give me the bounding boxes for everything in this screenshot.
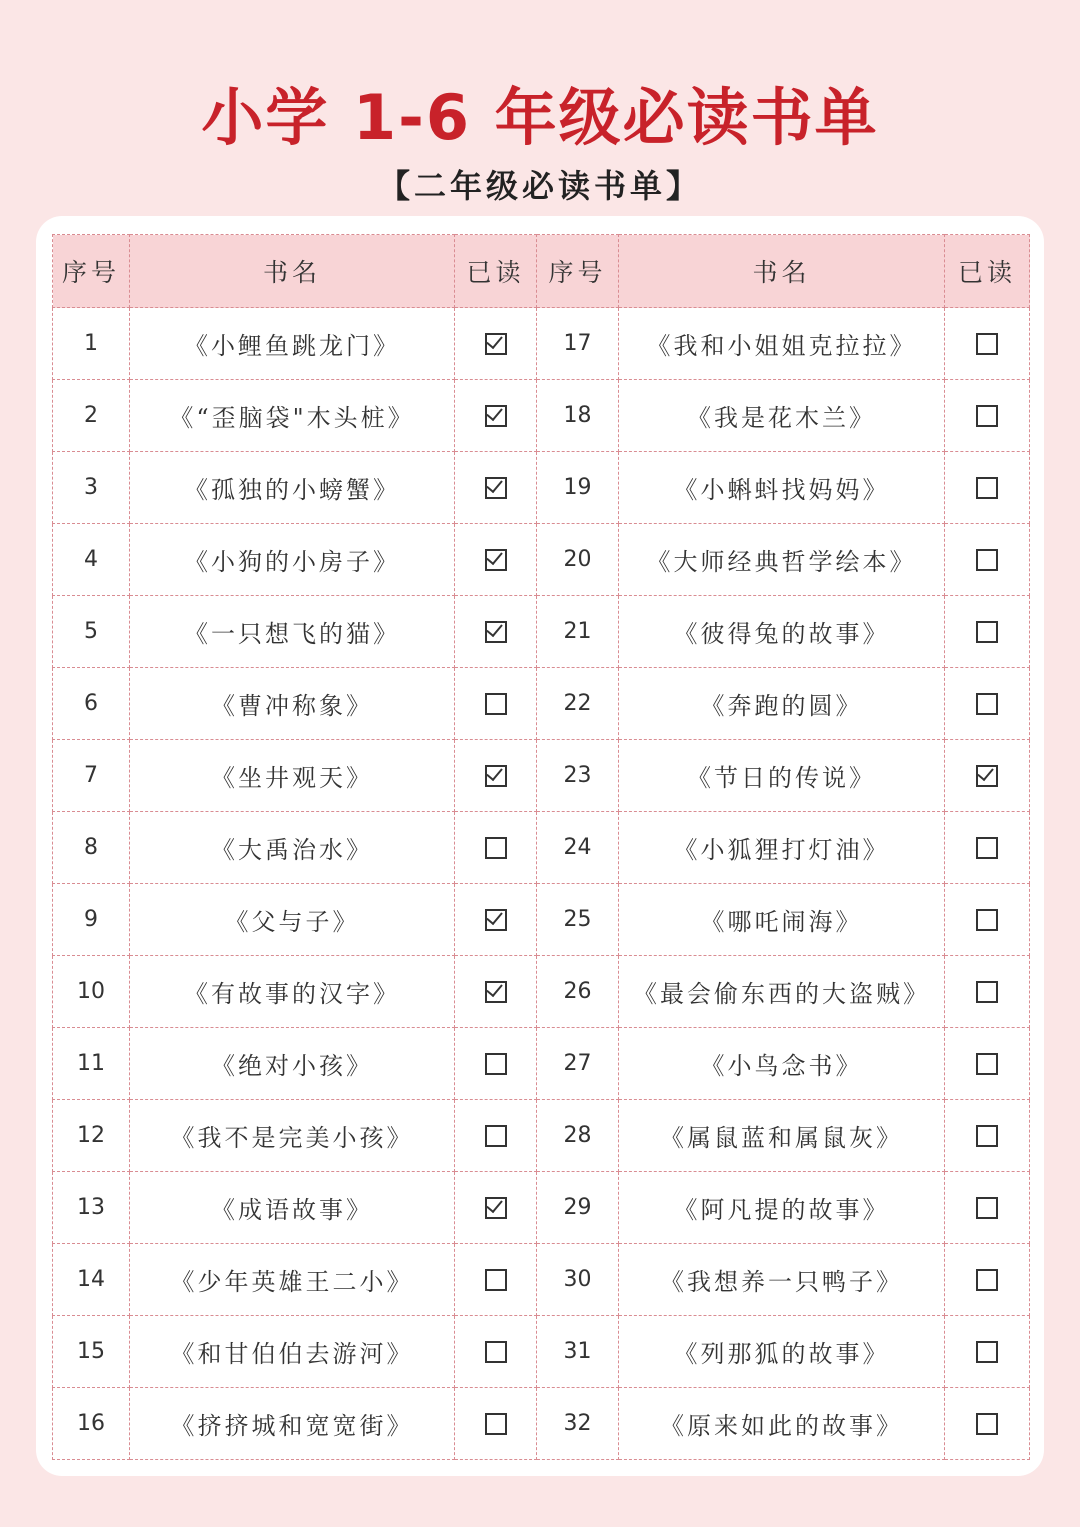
read-cell: [945, 668, 1030, 740]
empty-checkbox-icon[interactable]: [976, 477, 998, 499]
table-row: [53, 884, 1030, 956]
checked-checkbox-icon[interactable]: [485, 477, 507, 499]
header-name-left: 书名: [130, 235, 455, 308]
checked-checkbox-icon[interactable]: [485, 1197, 507, 1219]
book-title: 《坐井观天》: [130, 740, 455, 812]
table-body: [53, 308, 1030, 1460]
table-row: [53, 956, 1030, 1028]
read-cell: [455, 668, 537, 740]
book-number: 23: [537, 740, 619, 812]
empty-checkbox-icon[interactable]: [976, 693, 998, 715]
book-title: 《成语故事》: [130, 1172, 455, 1244]
empty-checkbox-icon[interactable]: [976, 549, 998, 571]
read-cell: [455, 812, 537, 884]
book-number: 14: [53, 1244, 130, 1316]
book-title: 《我想养一只鸭子》: [619, 1244, 945, 1316]
table-row: [53, 380, 1030, 452]
book-number: 21: [537, 596, 619, 668]
empty-checkbox-icon[interactable]: [976, 405, 998, 427]
book-number: 11: [53, 1028, 130, 1100]
page-title: 小学 1-6 年级必读书单: [201, 81, 879, 154]
table-row: [53, 524, 1030, 596]
book-title: 《奔跑的圆》: [619, 668, 945, 740]
empty-checkbox-icon[interactable]: [976, 1197, 998, 1219]
book-title: 《大禹治水》: [130, 812, 455, 884]
book-title: 《有故事的汉字》: [130, 956, 455, 1028]
read-cell: [455, 1100, 537, 1172]
book-title: 《我和小姐姐克拉拉》: [619, 308, 945, 380]
read-cell: [945, 1316, 1030, 1388]
header-index-left: 序号: [53, 235, 130, 308]
empty-checkbox-icon[interactable]: [976, 333, 998, 355]
empty-checkbox-icon[interactable]: [485, 693, 507, 715]
table-row: [53, 1100, 1030, 1172]
header-index-right: 序号: [537, 235, 619, 308]
book-number: 16: [53, 1388, 130, 1460]
empty-checkbox-icon[interactable]: [976, 981, 998, 1003]
read-cell: [455, 524, 537, 596]
book-number: 29: [537, 1172, 619, 1244]
empty-checkbox-icon[interactable]: [976, 1269, 998, 1291]
empty-checkbox-icon[interactable]: [976, 1341, 998, 1363]
checked-checkbox-icon[interactable]: [485, 765, 507, 787]
header-read-right: 已读: [945, 235, 1030, 308]
empty-checkbox-icon[interactable]: [976, 1125, 998, 1147]
read-cell: [945, 740, 1030, 812]
book-number: 7: [53, 740, 130, 812]
book-title: 《和甘伯伯去游河》: [130, 1316, 455, 1388]
book-number: 17: [537, 308, 619, 380]
table-row: [53, 1172, 1030, 1244]
book-title: 《大师经典哲学绘本》: [619, 524, 945, 596]
book-title: 《我是花木兰》: [619, 380, 945, 452]
empty-checkbox-icon[interactable]: [976, 621, 998, 643]
empty-checkbox-icon[interactable]: [976, 909, 998, 931]
checked-checkbox-icon[interactable]: [485, 621, 507, 643]
table-row: [53, 596, 1030, 668]
table-row: [53, 812, 1030, 884]
book-number: 15: [53, 1316, 130, 1388]
book-title: 《小狗的小房子》: [130, 524, 455, 596]
read-cell: [945, 380, 1030, 452]
read-cell: [945, 1028, 1030, 1100]
empty-checkbox-icon[interactable]: [976, 1053, 998, 1075]
book-title: 《小鸟念书》: [619, 1028, 945, 1100]
book-title: 《小蝌蚪找妈妈》: [619, 452, 945, 524]
read-cell: [455, 1388, 537, 1460]
empty-checkbox-icon[interactable]: [976, 837, 998, 859]
book-title: 《阿凡提的故事》: [619, 1172, 945, 1244]
book-number: 30: [537, 1244, 619, 1316]
checked-checkbox-icon[interactable]: [976, 765, 998, 787]
table-row: [53, 1388, 1030, 1460]
read-cell: [945, 452, 1030, 524]
table-row: [53, 668, 1030, 740]
read-cell: [945, 1172, 1030, 1244]
empty-checkbox-icon[interactable]: [976, 1413, 998, 1435]
book-number: 18: [537, 380, 619, 452]
checked-checkbox-icon[interactable]: [485, 981, 507, 1003]
checked-checkbox-icon[interactable]: [485, 549, 507, 571]
read-cell: [945, 1244, 1030, 1316]
book-number: 3: [53, 452, 130, 524]
book-title: 《“歪脑袋"木头桩》: [130, 380, 455, 452]
book-title: 《少年英雄王二小》: [130, 1244, 455, 1316]
checked-checkbox-icon[interactable]: [485, 909, 507, 931]
book-title: 《最会偷东西的大盗贼》: [619, 956, 945, 1028]
read-cell: [455, 452, 537, 524]
book-number: 2: [53, 380, 130, 452]
book-number: 32: [537, 1388, 619, 1460]
book-number: 24: [537, 812, 619, 884]
read-cell: [455, 956, 537, 1028]
table-row: [53, 740, 1030, 812]
table-row: [53, 1244, 1030, 1316]
page-subtitle: 【二年级必读书单】: [377, 167, 702, 205]
table-row: [53, 452, 1030, 524]
header-read-left: 已读: [455, 235, 537, 308]
book-title: 《我不是完美小孩》: [130, 1100, 455, 1172]
book-title: 《原来如此的故事》: [619, 1388, 945, 1460]
empty-checkbox-icon[interactable]: [485, 1125, 507, 1147]
book-title: 《列那狐的故事》: [619, 1316, 945, 1388]
book-number: 1: [53, 308, 130, 380]
book-number: 31: [537, 1316, 619, 1388]
book-title: 《孤独的小螃蟹》: [130, 452, 455, 524]
book-title: 《父与子》: [130, 884, 455, 956]
book-number: 27: [537, 1028, 619, 1100]
book-title: 《小狐狸打灯油》: [619, 812, 945, 884]
book-title: 《小鲤鱼跳龙门》: [130, 308, 455, 380]
read-cell: [945, 812, 1030, 884]
read-cell: [455, 740, 537, 812]
read-cell: [945, 884, 1030, 956]
read-cell: [455, 1316, 537, 1388]
book-number: 5: [53, 596, 130, 668]
read-cell: [455, 1244, 537, 1316]
book-number: 6: [53, 668, 130, 740]
book-title: 《一只想飞的猫》: [130, 596, 455, 668]
book-title: 《绝对小孩》: [130, 1028, 455, 1100]
book-title: 《曹冲称象》: [130, 668, 455, 740]
reading-list-table: [52, 234, 1030, 1460]
table-row: [53, 1028, 1030, 1100]
read-cell: [945, 1100, 1030, 1172]
empty-checkbox-icon[interactable]: [485, 1341, 507, 1363]
book-number: 25: [537, 884, 619, 956]
header-name-right: 书名: [619, 235, 945, 308]
read-cell: [455, 380, 537, 452]
book-title: 《属鼠蓝和属鼠灰》: [619, 1100, 945, 1172]
book-title: 《哪吒闹海》: [619, 884, 945, 956]
empty-checkbox-icon[interactable]: [485, 1413, 507, 1435]
book-title: 《节日的传说》: [619, 740, 945, 812]
table-row: [53, 1316, 1030, 1388]
empty-checkbox-icon[interactable]: [485, 1053, 507, 1075]
read-cell: [945, 308, 1030, 380]
book-number: 22: [537, 668, 619, 740]
checked-checkbox-icon[interactable]: [485, 333, 507, 355]
empty-checkbox-icon[interactable]: [485, 1269, 507, 1291]
book-number: 4: [53, 524, 130, 596]
book-number: 10: [53, 956, 130, 1028]
read-cell: [945, 524, 1030, 596]
table-row: [53, 308, 1030, 380]
read-cell: [455, 308, 537, 380]
book-number: 26: [537, 956, 619, 1028]
book-number: 12: [53, 1100, 130, 1172]
book-title: 《挤挤城和宽宽街》: [130, 1388, 455, 1460]
read-cell: [455, 1028, 537, 1100]
book-number: 20: [537, 524, 619, 596]
read-cell: [455, 1172, 537, 1244]
empty-checkbox-icon[interactable]: [485, 837, 507, 859]
table-header-row: [53, 235, 1030, 308]
book-number: 8: [53, 812, 130, 884]
read-cell: [455, 884, 537, 956]
read-cell: [455, 596, 537, 668]
read-cell: [945, 1388, 1030, 1460]
read-cell: [945, 956, 1030, 1028]
book-title: 《彼得兔的故事》: [619, 596, 945, 668]
book-number: 9: [53, 884, 130, 956]
book-number: 13: [53, 1172, 130, 1244]
book-number: 28: [537, 1100, 619, 1172]
book-number: 19: [537, 452, 619, 524]
checked-checkbox-icon[interactable]: [485, 405, 507, 427]
read-cell: [945, 596, 1030, 668]
